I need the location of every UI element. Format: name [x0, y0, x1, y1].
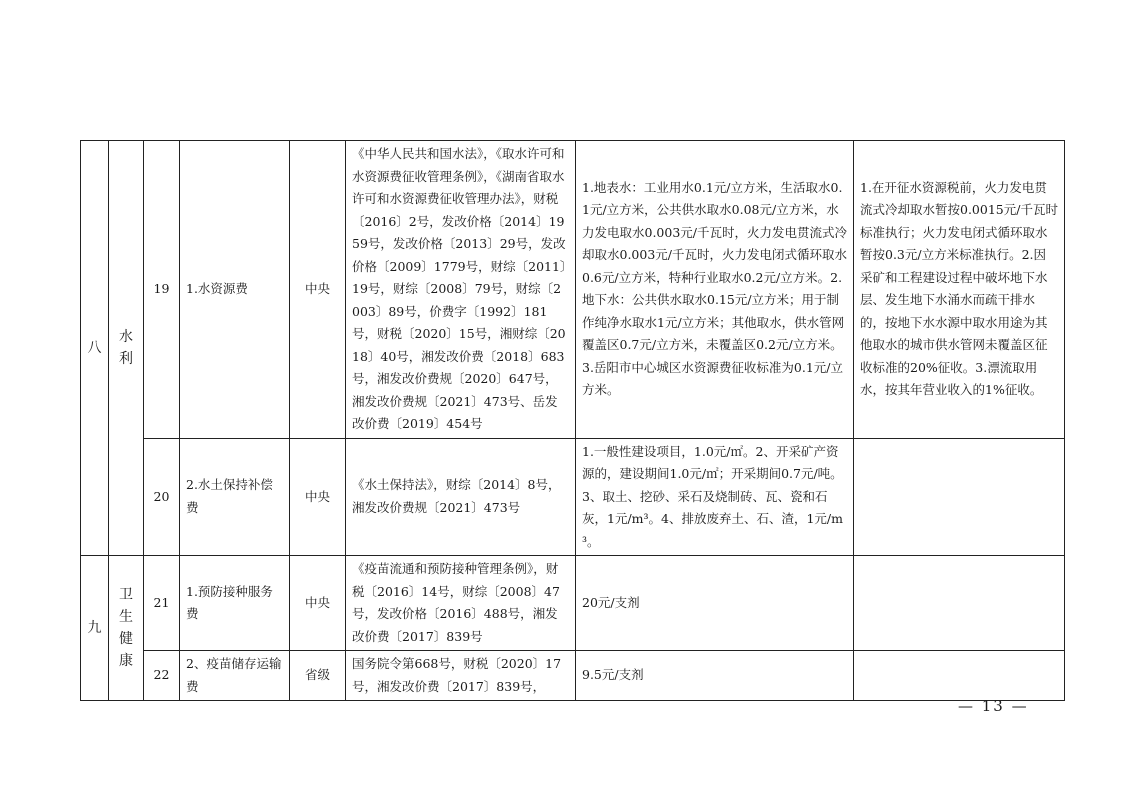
item-number: 20 — [144, 438, 180, 556]
policy-basis: 《中华人民共和国水法》，《取水许可和水资源费征收管理条例》，《湖南省取水许可和水资源费征收管理办法》，财税〔2016〕2号，发改价格〔2014〕1959号，发改价格〔2013〕29号，发改价格〔2009〕1779号，财综〔2011〕19号，财综〔2008〕79号，财综〔2003〕89号，价费字〔1992〕181号，财税〔2020〕15号，湘财综〔2018〕40号，湘发改价费〔2018〕683号，湘发改价费规〔2020〕647号，湘发改价费规〔2021〕473号、岳发改价费〔2019〕454号 — [346, 141, 576, 439]
item-level: 中央 — [290, 438, 346, 556]
page-number: — 13 — — [958, 697, 1029, 715]
item-number: 21 — [144, 556, 180, 651]
fee-table — [80, 140, 1065, 701]
remarks — [854, 438, 1065, 556]
fee-standard: 1.地表水：工业用水0.1元/立方米，生活取水0.1元/立方米，公共供水取水0.08元/立方米，水力发电取水0.003元/千瓦时，火力发电贯流式冷却取水0.003元/千瓦时，火力发电闭式循环取水0.6元/立方米，特种行业取水0.2元/立方米。2.地下水：公共供水取水0.15元/立方米；用于制作纯净水取水1元/立方米；其他取水，供水管网覆盖区0.7元/立方米，未覆盖区0.2元/立方米。3.岳阳市中心城区水资源费征收标准为0.1元/立方米。 — [576, 141, 854, 439]
fee-standard: 1.一般性建设项目，1.0元/㎡。2、开采矿产资源的，建设期间1.0元/㎡；开采期间0.7元/吨。3、取土、挖砂、采石及烧制砖、瓦、瓷和石灰，1元/m³。4、排放废弃土、石、渣，1元/m³。 — [576, 438, 854, 556]
table-row — [81, 141, 1065, 439]
item-name: 1.水资源费 — [180, 141, 290, 439]
remarks — [854, 556, 1065, 651]
item-name: 1.预防接种服务费 — [180, 556, 290, 651]
category-number: 九 — [81, 556, 109, 701]
category-name: 水利 — [109, 141, 144, 556]
fee-standard: 9.5元/支剂 — [576, 651, 854, 701]
table-row — [81, 556, 1065, 651]
fee-standard: 20元/支剂 — [576, 556, 854, 651]
category-name: 卫生健康 — [109, 556, 144, 701]
item-name: 2、疫苗储存运输费 — [180, 651, 290, 701]
table-row — [81, 651, 1065, 701]
policy-basis: 《水土保持法》，财综〔2014〕8号，湘发改价费规〔2021〕473号 — [346, 438, 576, 556]
item-level: 中央 — [290, 141, 346, 439]
item-name: 2.水土保持补偿费 — [180, 438, 290, 556]
policy-basis: 国务院令第668号，财税〔2020〕17号，湘发改价费〔2017〕839号， — [346, 651, 576, 701]
item-level: 中央 — [290, 556, 346, 651]
item-number: 19 — [144, 141, 180, 439]
remarks: 1.在开征水资源税前，火力发电贯流式冷却取水暂按0.0015元/千瓦时标准执行；火力发电闭式循环取水暂按0.3元/立方米标准执行。2.因采矿和工程建设过程中破坏地下水层、发生地下水涌水而疏干排水的，按地下水水源中取水用途为其他取水的城市供水管网未覆盖区征收标准的20%征收。3.漂流取用水，按其年营业收入的1%征收。 — [854, 141, 1065, 439]
item-level: 省级 — [290, 651, 346, 701]
category-number: 八 — [81, 141, 109, 556]
remarks — [854, 651, 1065, 701]
policy-basis: 《疫苗流通和预防接种管理条例》，财税〔2016〕14号，财综〔2008〕47号，发改价格〔2016〕488号，湘发改价费〔2017〕839号 — [346, 556, 576, 651]
table-row — [81, 438, 1065, 556]
item-number: 22 — [144, 651, 180, 701]
